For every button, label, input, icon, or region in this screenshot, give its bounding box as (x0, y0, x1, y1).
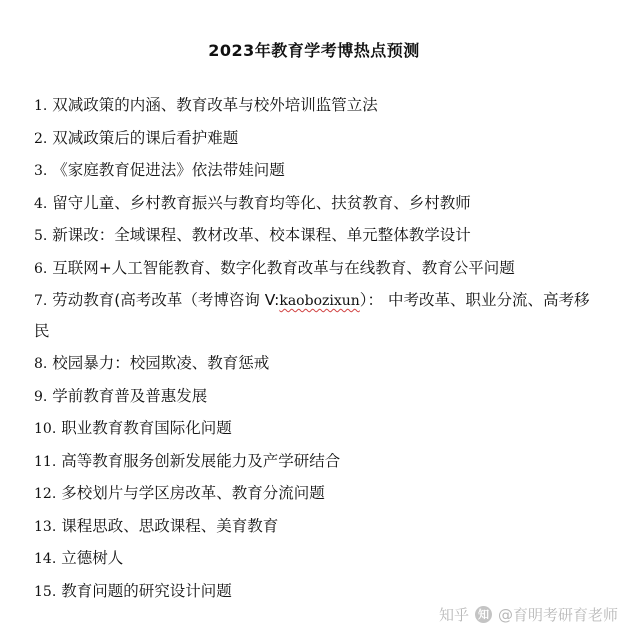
list-item (34, 478, 604, 511)
item-number: 3. (34, 163, 48, 179)
item-number: 10. (34, 421, 57, 437)
item-text: 互联网+人工智能教育、数字化教育改革与在线教育、教育公平问题 (52, 258, 515, 277)
item-number: 12. (34, 486, 57, 502)
item-text: 双减政策后的课后看护难题 (52, 128, 239, 147)
item-number: 2. (34, 130, 48, 147)
item-text: 高等教育服务创新发展能力及产学研结合 (61, 451, 341, 470)
topic-list (34, 90, 604, 608)
item-text: 留守儿童、乡村教育振兴与教育均等化、扶贫教育、乡村教师 (52, 193, 471, 212)
item-number: 1. (34, 98, 48, 114)
item-number: 14. (34, 551, 57, 567)
item-text: 教育问题的研究设计问题 (61, 581, 232, 600)
list-item (34, 90, 604, 123)
list-item (34, 155, 604, 188)
item-text: 课程思政、思政课程、美育教育 (61, 516, 279, 535)
list-item (34, 220, 604, 253)
item-text: 《家庭教育促进法》依法带娃问题 (52, 161, 285, 179)
item-text: 立德树人 (61, 549, 124, 567)
item-number: 13. (34, 518, 57, 535)
item-text: 双减政策的内涵、教育改革与校外培训监管立法 (52, 96, 378, 114)
list-item (34, 253, 604, 286)
item-text: 多校划片与学区房改革、教育分流问题 (61, 484, 325, 502)
list-item (34, 543, 604, 576)
item-text: 学前教育普及普惠发展 (52, 386, 208, 405)
document-title: 2023年教育学考博热点预测 (208, 41, 420, 60)
item-text-before: 劳动教育(高考改革（考博咨询 V: (52, 291, 280, 309)
list-item (34, 348, 604, 381)
watermark-site: 知乎 (438, 606, 469, 624)
list-item (34, 381, 604, 414)
item-number: 5. (34, 228, 48, 244)
list-item (34, 446, 604, 479)
item-number: 4. (34, 195, 48, 212)
item-number: 9. (34, 388, 48, 405)
item-number: 11. (34, 453, 57, 470)
list-item (34, 413, 604, 446)
item-number: 6. (34, 260, 48, 277)
watermark-author: @育明考研育老师 (497, 606, 618, 624)
list-item (34, 285, 604, 346)
zhihu-watermark (439, 604, 618, 625)
item-number: 8. (34, 356, 48, 372)
item-text: 校园暴力：校园欺凌、教育惩戒 (52, 354, 270, 372)
list-item (34, 188, 604, 221)
list-item (34, 511, 604, 544)
item-number: 7. (34, 293, 48, 309)
list-item (34, 123, 604, 156)
zhihu-icon: 知 (475, 606, 492, 623)
item-text: 职业教育教育国际化问题 (61, 419, 232, 437)
item-text-after: ）： 中考改革、职业分流、高考移民 (34, 291, 590, 340)
item-number: 15. (34, 583, 57, 600)
contact-code: kaobozixun (279, 293, 360, 309)
item-text: 新课改：全域课程、教材改革、校本课程、单元整体教学设计 (52, 226, 471, 244)
